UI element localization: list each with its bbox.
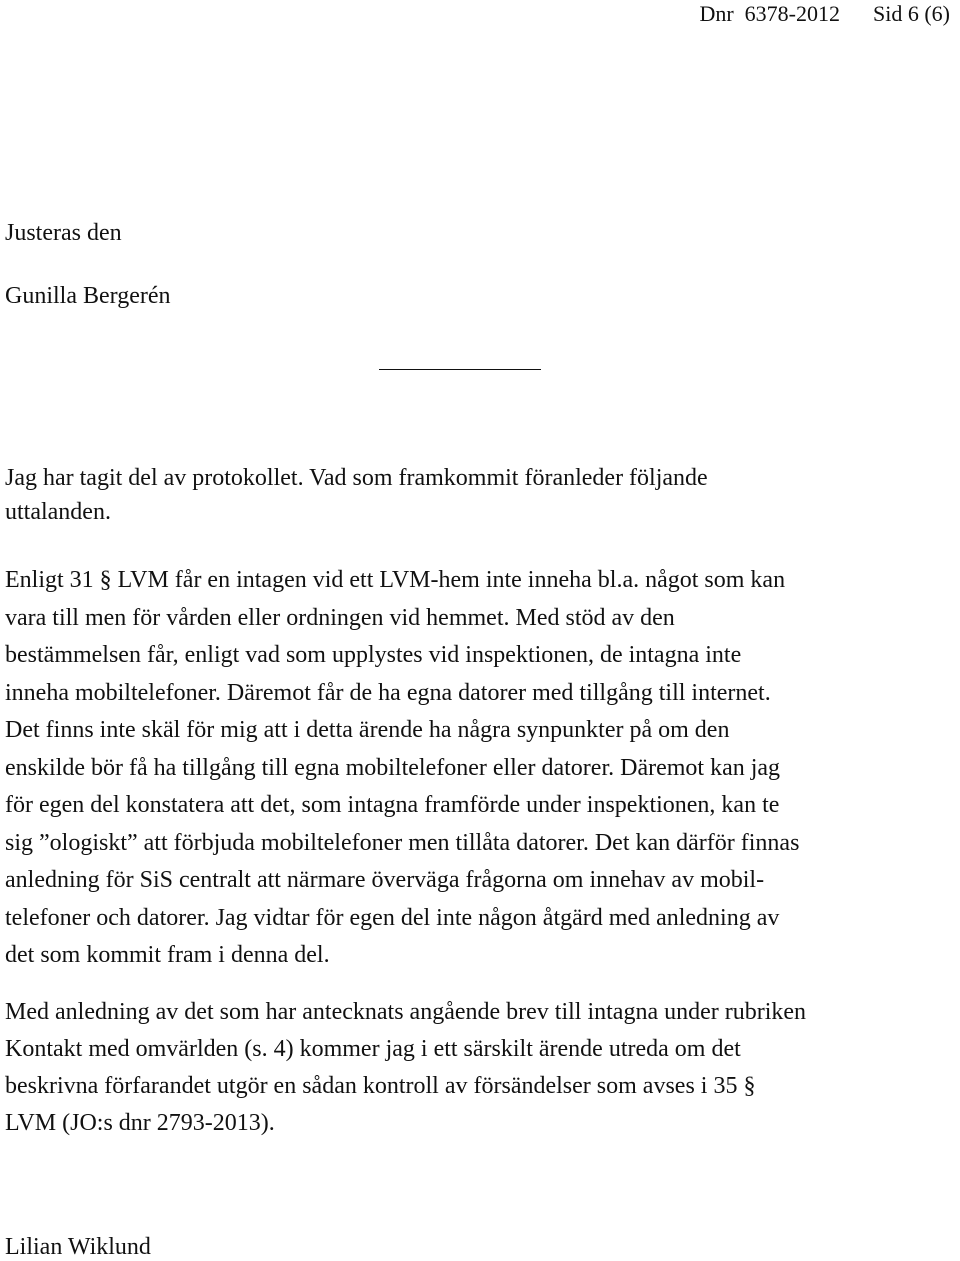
paragraph-line: bestämmelsen får, enligt vad som upplystes vid inspektionen, de intagna inte xyxy=(5,642,742,668)
adjusted-by-name: Gunilla Bergerén xyxy=(5,283,171,309)
paragraph-lvm-31 xyxy=(5,562,935,975)
paragraph-line: för egen del konstatera att det, som intagna framförde under inspektionen, kan te xyxy=(5,792,780,818)
paragraph-line: Kontakt med omvärlden (s. 4) kommer jag i ett särskilt ärende utreda om det xyxy=(5,1036,741,1062)
paragraph-line: anledning för SiS centralt att närmare överväga frågorna om innehav av mobil- xyxy=(5,867,765,893)
paragraph-line: Enligt 31 § LVM får en intagen vid ett LVM-hem inte inneha bl.a. något som kan xyxy=(5,567,786,593)
paragraph-line: sig ”ologiskt” att förbjuda mobiltelefoner men tillåta datorer. Det kan därför finnas xyxy=(5,829,800,856)
paragraph-line: beskrivna förfarandet utgör en sådan kontroll av försändelser som avses i 35 § xyxy=(5,1073,756,1099)
paragraph-line: LVM (JO:s dnr 2793-2013). xyxy=(5,1110,275,1136)
paragraph-statement xyxy=(5,461,935,529)
paragraph-line: uttalanden. xyxy=(5,499,111,525)
paragraph-line: det som kommit fram i denna del. xyxy=(5,942,330,968)
page-header xyxy=(699,2,950,26)
paragraph-letters xyxy=(5,994,935,1142)
paragraph-line: Det finns inte skäl för mig att i detta ärende ha några synpunkter på om den xyxy=(5,717,730,743)
page-number: Sid 6 (6) xyxy=(873,1,950,26)
paragraph-line: vara till men för vården eller ordningen vid hemmet. Med stöd av den xyxy=(5,604,675,631)
case-number: Dnr 6378-2012 xyxy=(699,1,840,26)
paragraph-line: telefoner och datorer. Jag vidtar för egen del inte någon åtgärd med anledning av xyxy=(5,904,780,931)
signatory-name: Lilian Wiklund xyxy=(5,1234,151,1260)
signature-line xyxy=(379,369,541,370)
paragraph-line: inneha mobiltelefoner. Däremot får de ha egna datorer med tillgång till internet. xyxy=(5,679,771,706)
adjusted-label: Justeras den xyxy=(5,220,122,246)
paragraph-line: Jag har tagit del av protokollet. Vad som framkommit föranleder följande xyxy=(5,465,708,491)
paragraph-line: Med anledning av det som har antecknats angående brev till intagna under rubriken xyxy=(5,999,807,1025)
paragraph-line: enskilde bör få ha tillgång till egna mobiltelefoner eller datorer. Däremot kan jag xyxy=(5,754,781,781)
